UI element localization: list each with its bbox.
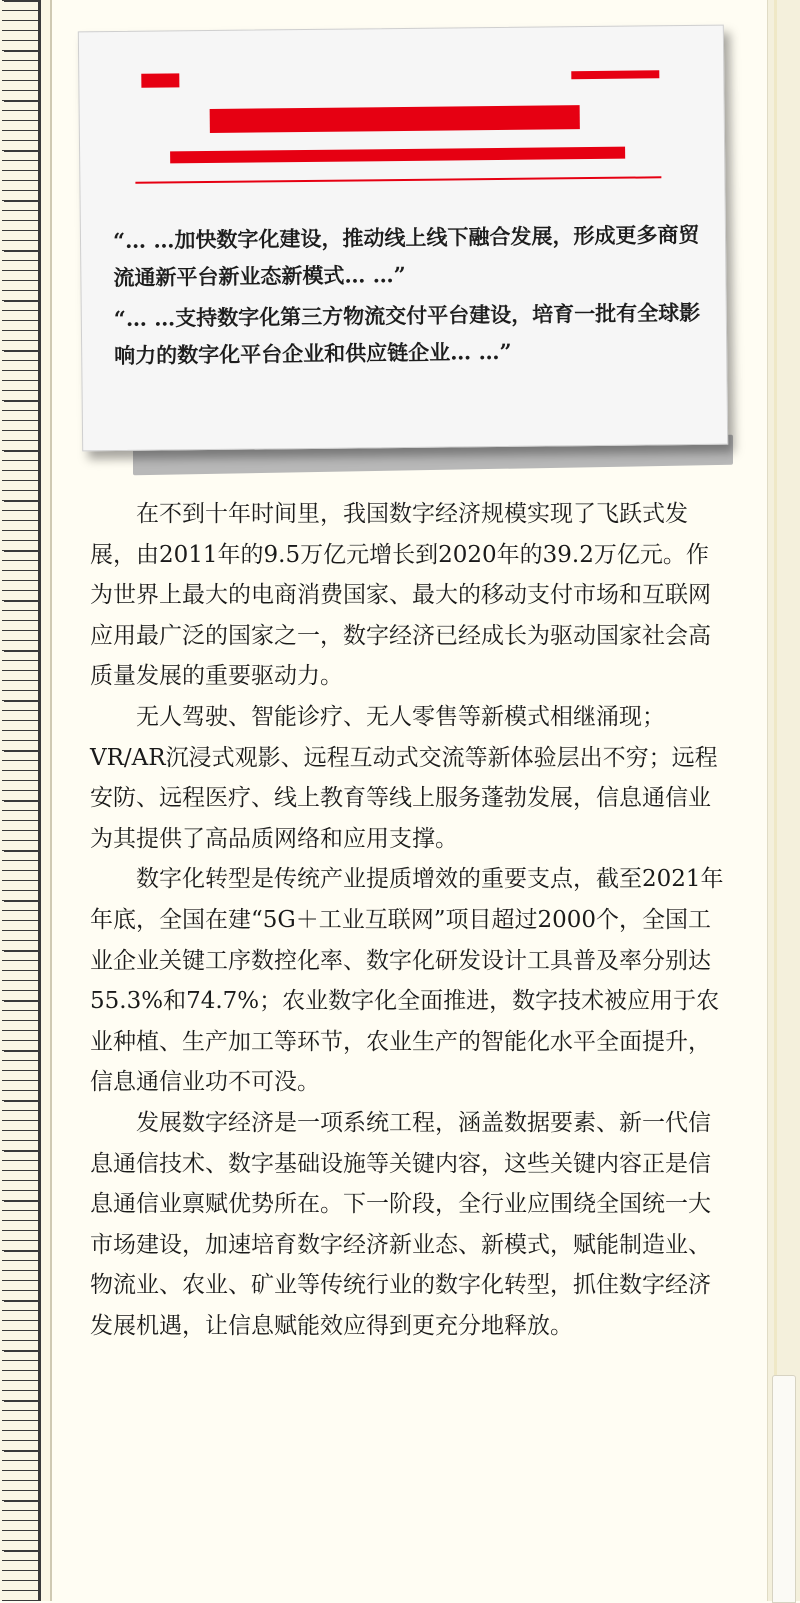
article-paragraph-3: 数字化转型是传统产业提质增效的重要支点，截至2021年年底，全国在建“5G＋工业互联网”项目超过2000个，全国工业企业关键工序数控化率、数字化研发设计工具普及率分别达55.3%和74.7%；农业数字化全面推进，数字技术被应用于农业种植、生产加工等环节，农业生产的智能化水平全面提升，信息通信业功不可没。 [90, 866, 724, 1096]
ruler-major-ticks [4, 0, 38, 1601]
redacted-bar-small-right [571, 70, 659, 79]
article-body [90, 494, 730, 1346]
right-margin-strip [767, 0, 800, 1601]
quote-text-1: “… …加快数字化建设，推动线上线下融合发展，形成更多商贸流通新平台新业态新模式… …” [112, 221, 700, 291]
redacted-subtitle-bar [170, 147, 625, 164]
quote-text-2: “… …支持数字化第三方物流交付平台建设，培育一批有全球影响力的数字化平台企业和供应链企业… …” [113, 299, 701, 369]
redacted-title-bar [210, 105, 580, 133]
card-divider-line [135, 176, 661, 184]
article-paragraph-4: 发展数字经济是一项系统工程，涵盖数据要素、新一代信息通信技术、数字基础设施等关键内容，这些关键内容正是信息通信业禀赋优势所在。下一阶段，全行业应围绕全国统一大市场建设，加速培育数字经济新业态、新模式，赋能制造业、物流业、农业、矿业等传统行业的数字化转型，抓住数字经济发展机遇，让信息赋能效应得到更充分地释放。 [90, 1109, 711, 1339]
quote-card [78, 25, 728, 452]
redacted-bar-small-left [141, 73, 179, 87]
article-paragraph-2: 无人驾驶、智能诊疗、无人零售等新模式相继涌现；VR/AR沉浸式观影、远程互动式交流等新体验层出不穷；远程安防、远程医疗、线上教育等线上服务蓬勃发展，信息通信业为其提供了高品质网络和应用支撑。 [90, 703, 718, 852]
left-ruler-decoration [0, 0, 52, 1601]
article-paragraph-1: 在不到十年时间里，我国数字经济规模实现了飞跃式发展，由2011年的9.5万亿元增长到2020年的39.2万亿元。作为世界上最大的电商消费国家、最大的移动支付市场和互联网应用最广泛的国家之一，数字经济已经成长为驱动国家社会高质量发展的重要驱动力。 [90, 501, 711, 690]
scrollbar-thumb[interactable] [772, 1375, 796, 1603]
right-strip-line [774, 0, 777, 1601]
ruler-line [38, 0, 41, 1601]
